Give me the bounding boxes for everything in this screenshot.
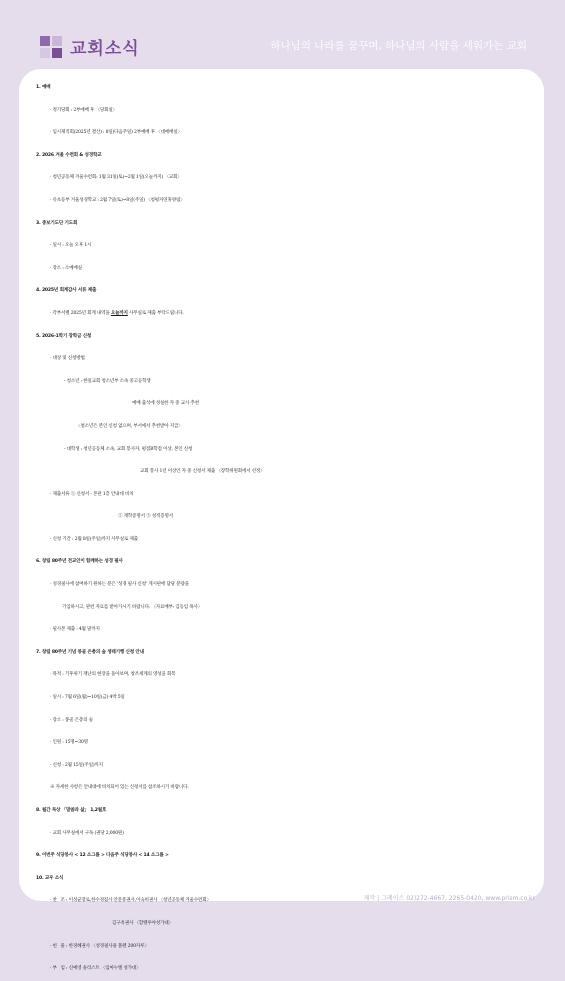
s4-post: 사무실로 제출 부탁드립니다. <box>127 310 184 316</box>
section-5-title: 5. 2026-1학기 장학금 신청 <box>36 333 92 339</box>
s3-line: · 일시 : 오늘 오후 1시 <box>50 243 92 249</box>
s4-deadline: 오늘까지 <box>110 310 128 316</box>
s5-line: 교회 봉사 1년 이상인 자 중 신청서 제출 〈장학위원회에서 선정〉 <box>140 469 265 475</box>
tagline: 하나님의 나라를 꿈꾸며, 하나님의 사람을 세워가는 교회 <box>270 40 527 52</box>
s10-line: · 찬 조 : 이성균장로,한수경집사 안문흥권사,이숙희권사 〈청년공동체 겨울수련회〉 <box>50 898 211 904</box>
s10-line: 김구옥권사 〈할렐루야성가대〉 <box>112 920 173 926</box>
page-title: 교회소식 <box>70 39 140 59</box>
s2-line: · 유초등부 겨울성경학교 : 2월 7일(토)~8일(주일) 〈청평자연휴양림〉 <box>50 197 185 203</box>
s5-line: · 신청 기간 : 2월 8일(주일)까지 사무실로 제출 <box>50 536 138 542</box>
section-3-title: 3. 중보기도단 기도회 <box>36 220 78 226</box>
section-1-title: 1. 예배 <box>36 85 51 90</box>
s1-line: · 정기당회 : 2부예배 후 〈당회실〉 <box>50 107 118 113</box>
s10-line: · 부 임 : 신예영 솔리스트 〈임마누엘 성가대〉 <box>50 966 141 972</box>
section-4-title: 4. 2025년 회계감사 서류 제출 <box>36 288 97 294</box>
s3-line: · 장소 : 소예배실 <box>50 265 82 271</box>
header <box>0 0 565 70</box>
s5-line: - 대학생 : 청년공동체 소속, 교회 봉사자, 평점B학점 이상, 본인 신청 <box>64 446 193 452</box>
s7-line: · 인원 : 15명~30명 <box>50 740 88 746</box>
logo-icon <box>40 36 62 58</box>
s7-line: · 목적 : 기후위기 재난의 현장을 돌아보며, 창조세계의 영성을 회복 <box>50 672 176 678</box>
s7-line: · 장소 : 몽골 은총의 숲 <box>50 717 93 723</box>
s1-line: · 임시제직회(2025년 결산) : 8일(다음주일) 2부예배 후 〈대예배실〉 <box>50 130 182 136</box>
s7-line: · 신청 : 2월 15일(주일)까지 <box>50 762 103 768</box>
s5-line: - 청소년 : 한일교회 청소년부 소속 중고등학생 <box>64 378 151 384</box>
s4-line <box>36 303 546 326</box>
footer-credit: 제작 | 그레이스 02)272-4667, 2265-0420, www.prism.co.kr <box>363 895 535 902</box>
news-list <box>36 77 546 981</box>
section-10-title: 10. 교우 소식 <box>36 875 64 881</box>
s4-pre: · 각부서별 2025년 회계 내역을 <box>50 310 111 316</box>
s5-line: 예배 출석에 성실한 자 중 교사 추천 <box>132 401 199 407</box>
s6-line: · 성경필사에 참여하기 원하는 분은 '성경 필사 신청' 게시판에 담당 분량을 <box>50 582 189 588</box>
s8-line: · 교회 사무실에서 구독 (권당 2,000원) <box>50 830 124 836</box>
s5-line: · 대상 및 신청방법 <box>50 356 85 362</box>
s5-line: ② 재학증명서 ③ 성적증명서 <box>118 514 173 520</box>
s7-note: ※ 자세한 사항은 안내대에 비치되어 있는 신청서를 참조하시기 바랍니다. <box>50 785 189 791</box>
section-2-title: 2. 2026 겨울 수련회 & 성경학교 <box>36 152 102 158</box>
s2-line: · 청년공동체 겨울수련회: 1월 31일(토)~2월 1일(오늘까지) 〈교회〉 <box>50 175 182 181</box>
section-8-title: 8. 월간 묵상 「말씀과 삶」 1,2월호 <box>36 808 107 813</box>
s6-line: · 필사본 제출 : 4월 말까지 <box>50 627 100 633</box>
section-7-title: 7. 창립 80주년 기념 몽골 은총의 숲 생태기행 신청 안내 <box>36 649 144 655</box>
section-9-title: 9. 이번주 식당봉사 < 12 소그룹 > 다음주 식당봉사 < 14 소그룹 > <box>36 853 169 859</box>
s5-line: · 제출서류 ① 신청서 - 본관 1층 안내데 비치 <box>50 491 134 497</box>
s7-line: · 일시 : 7월 6일(월)~10일(금) 4박 5일 <box>50 695 125 701</box>
section-6-title: 6. 창립 80주년 전교인이 함께하는 성경 필사 <box>36 559 123 565</box>
s6-line: 기입하시고, 관련 자료를 받아가시기 바랍니다. 〈자료배부: 김동임 목사〉 <box>62 604 203 610</box>
s5-line: 〈청소년은 본인 신청 없으며, 부서에서 추천받아 지급〉 <box>76 423 183 429</box>
s10-line: · 헌 물 : 한경혜권사 〈성경필사용 볼펜 200자루〉 <box>50 943 149 949</box>
